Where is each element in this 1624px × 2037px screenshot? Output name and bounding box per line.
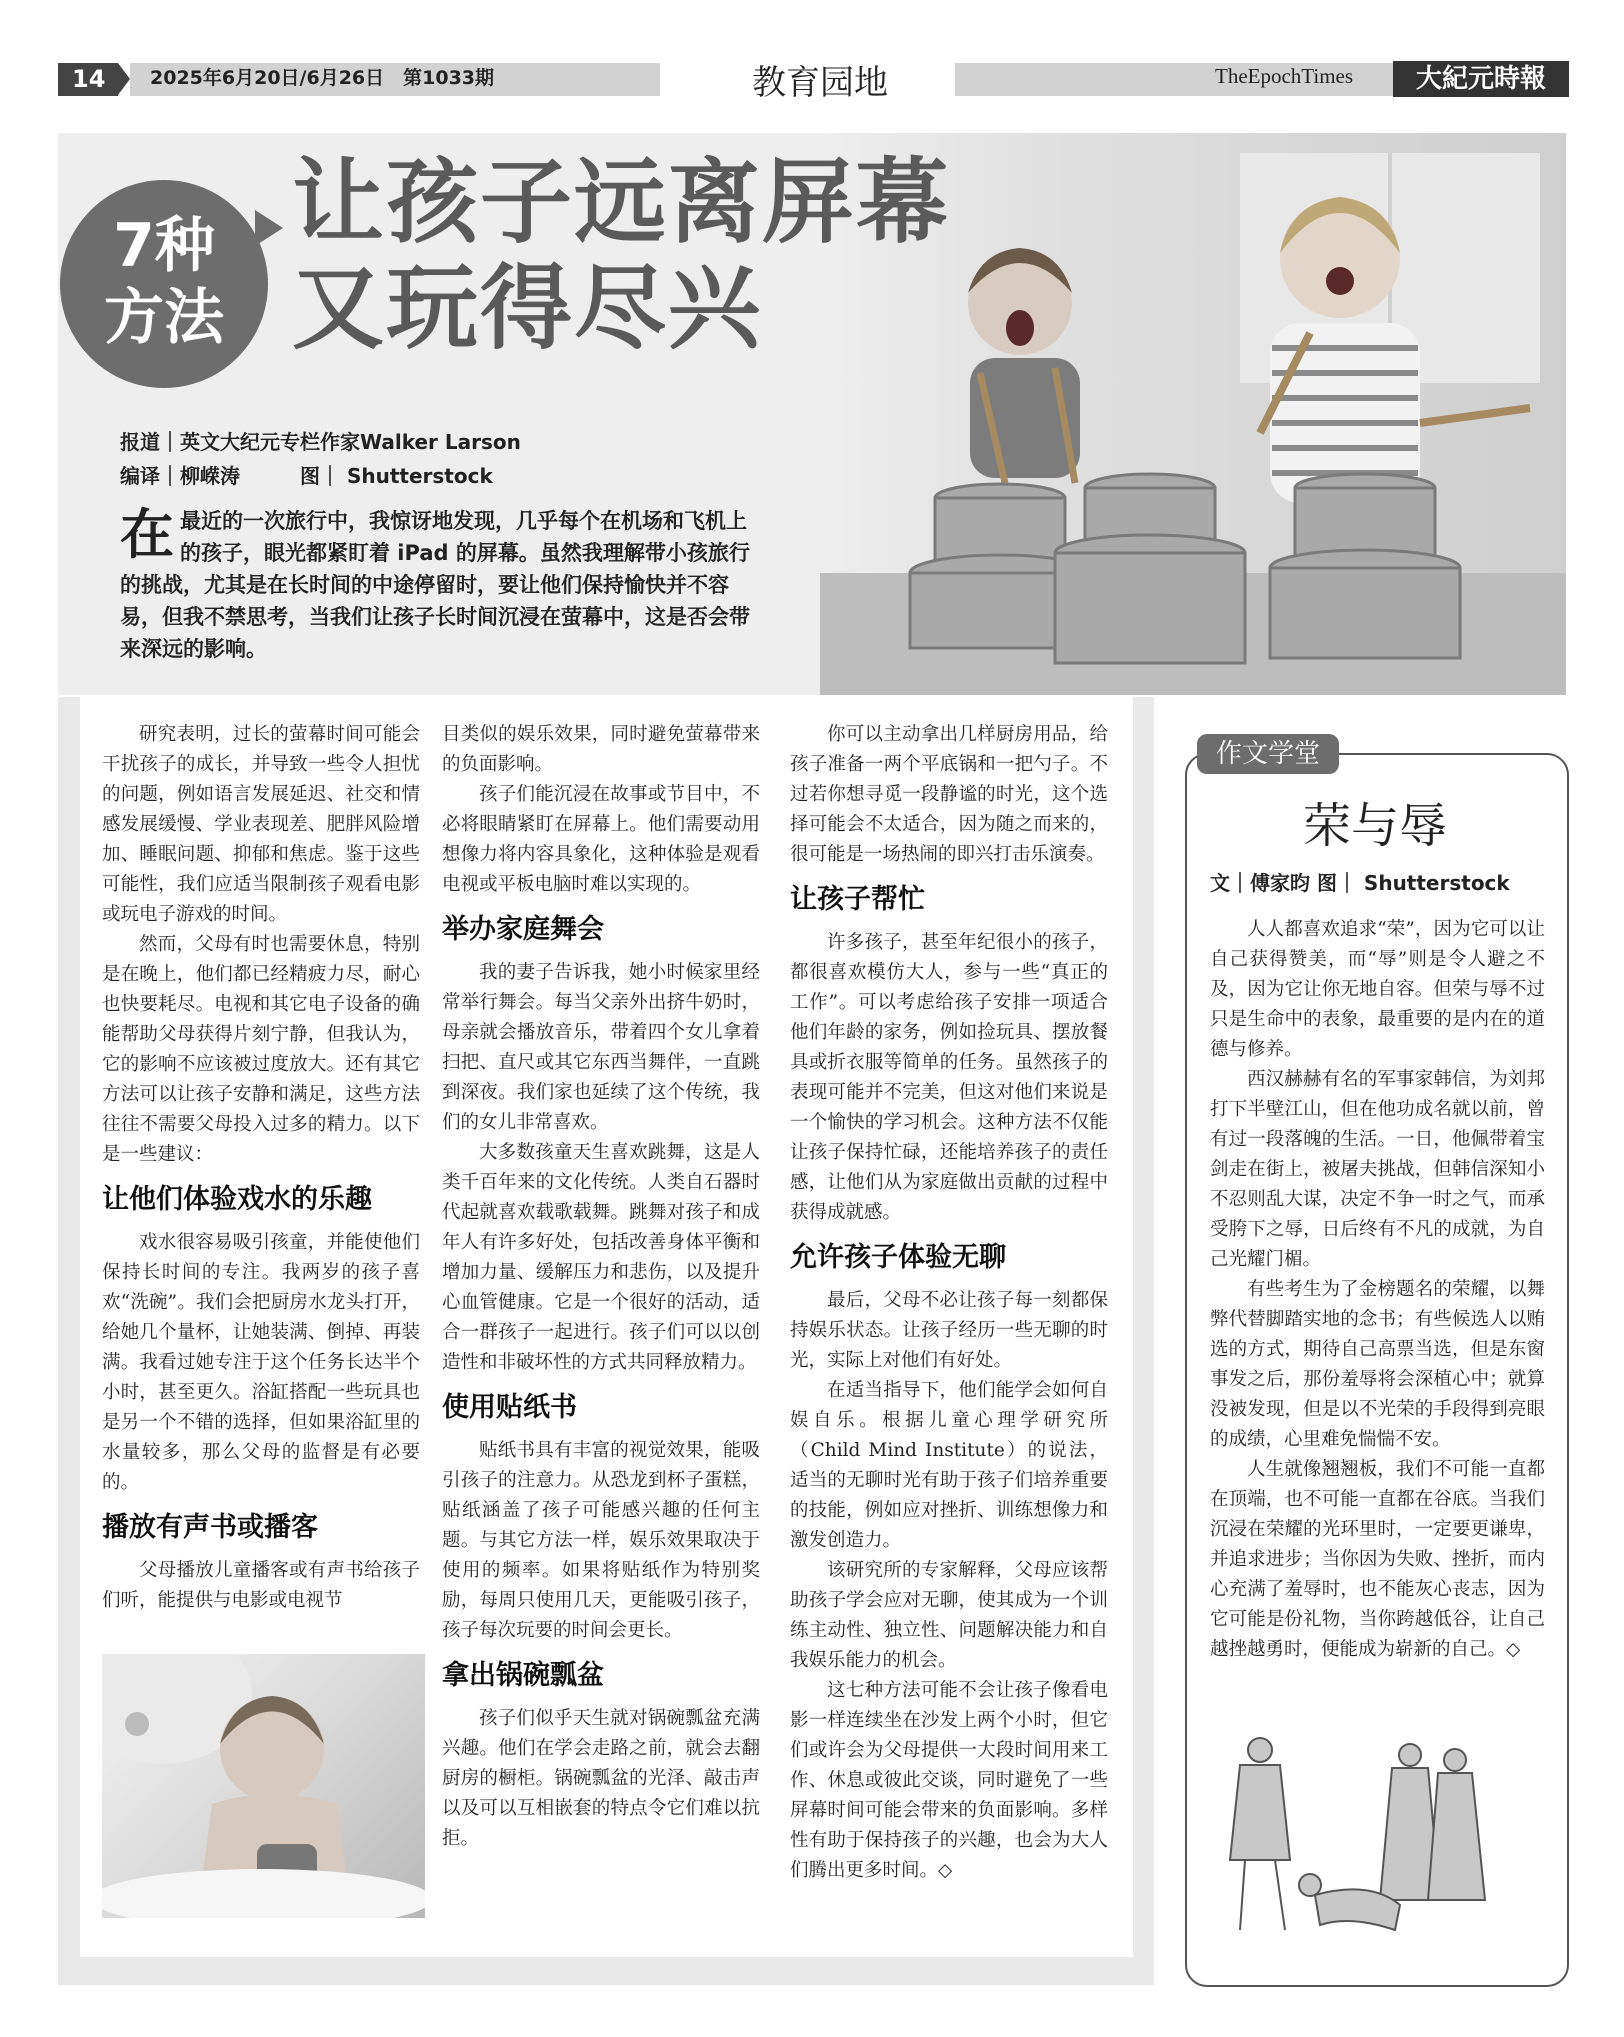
section-title: 教育园地 — [752, 63, 888, 103]
han-xin-figures — [1200, 1730, 1550, 1970]
paragraph: 你可以主动拿出几样厨房用品，给孩子准备一两个平底锅和一把勺子。不过若你想寻觅一段静谧的时光，这个选择可能会不太适合，因为随之而来的，很可能是一场热闹的即兴打击乐演奏。 — [790, 724, 1108, 865]
sidebar-tag: 作文学堂 — [1197, 734, 1339, 774]
drop-cap: 在 — [120, 503, 174, 566]
badge-pointer — [255, 210, 283, 246]
subheading: 允许孩子体验无聊 — [790, 1242, 1006, 1273]
headline-line-2: 又玩得尽兴 — [292, 255, 763, 362]
paragraph: 然而，父母有时也需要休息，特别是在晚上，他们都已经精疲力尽，耐心也快要耗尽。电视和其它电子设备的确能帮助父母获得片刻宁静，但我认为，它的影响不应该被过度放大。还有其它方法可以让孩子安静和满足，这些方法往往不需要父母投入过多的精力。以下是一些建议： — [102, 934, 420, 1165]
paragraph: 我的妻子告诉我，她小时候家里经常举行舞会。每当父亲外出挤牛奶时，母亲就会播放音乐，带着四个女儿拿着扫把、直尺或其它东西当舞伴，一直跳到深夜。我们家也延续了这个传统，我们的女儿非常喜欢。 — [442, 962, 760, 1133]
paragraph: 许多孩子，甚至年纪很小的孩子，都很喜欢模仿大人，参与一些“真正的工作”。可以考虑给孩子安排一项适合他们年龄的家务，例如捡玩具、摆放餐具或折衣服等简单的任务。虽然孩子的表现可能并不完美，但这对他们来说是一个愉快的学习机会。这种方法不仅能让孩子保持忙碌，还能培养孩子的责任感，让他们从为家庭做出贡献的过程中获得成就感。 — [790, 932, 1108, 1223]
paragraph: 在适当指导下，他们能学会如何自娱自乐。根据儿童心理学研究所（Child Mind Institute）的说法，适当的无聊时光有助于孩子们培养重要的技能，例如应对挫折、训练想像力和激发创造力。 — [790, 1380, 1108, 1551]
paragraph: 人生就像翘翘板，我们不可能一直都在顶端，也不可能一直都在谷底。当我们沉浸在荣耀的光环里时，一定要更谦卑，并追求进步；当你因为失败、挫折，而内心充满了羞辱时，也不能灰心丧志，因为它可能是份礼物，当你跨越低谷，让自己越挫越勇时，便能成为崭新的自己。◇ — [1210, 1459, 1545, 1660]
sidebar-text — [1210, 915, 1545, 1665]
paragraph: 西汉赫赫有名的军事家韩信，为刘邦打下半壁江山，但在他功成名就以前，曾有过一段落魄的生活。一日，他佩带着宝剑走在街上，被屠夫挑战，但韩信深知小不忍则乱大谋，决定不争一时之气，而承受胯下之辱，日后终有不凡的成就，为自己光耀门楣。 — [1210, 1069, 1545, 1270]
paragraph: 孩子们能沉浸在故事或节目中，不必将眼睛紧盯在屏幕上。他们需要动用想像力将内容具象化，这种体验是观看电视或平板电脑时难以实现的。 — [442, 784, 760, 895]
issue-date: 2025年6月20日/6月26日 第1033期 — [150, 67, 495, 89]
paragraph: 孩子们似乎天生就对锅碗瓢盆充满兴趣。他们在学会走路之前，就会去翻厨房的橱柜。锅碗瓢盆的光泽、敲击声以及可以互相嵌套的特点令它们难以抗拒。 — [442, 1708, 760, 1849]
paragraph: 戏水很容易吸引孩童，并能使他们保持长时间的专注。我两岁的孩子喜欢“洗碗”。我们会把厨房水龙头打开，给她几个量杯，让她装满、倒掉、再装满。我看过她专注于这个任务长达半个小时，甚至更久。浴缸搭配一些玩具也是另一个不错的选择，但如果浴缸里的水量较多，那么父母的监督是有必要的。 — [102, 1232, 420, 1493]
paragraph: 有些考生为了金榜题名的荣耀，以舞弊代替脚踏实地的念书；有些候选人以贿选的方式，期待自己高票当选，但是东窗事发之后，那份羞辱将会深植心中；就算没被发现，但是以不光荣的手段得到亮眼的成绩，心里难免惴惴不安。 — [1210, 1279, 1545, 1450]
page-number-arrow — [118, 63, 130, 95]
sidebar-credit: 文｜傅家昀 图｜ Shutterstock — [1210, 871, 1510, 895]
seven-methods-badge — [60, 180, 268, 388]
headline — [292, 150, 950, 362]
paragraph: 研究表明，过长的萤幕时间可能会干扰孩子的成长，并导致一些令人担忧的问题，例如语言发展延迟、社交和情感发展缓慢、学业表现差、肥胖风险增加、睡眠问题、抑郁和焦虑。鉴于这些可能性，我们应适当限制孩子观看电影或玩电子游戏的时间。 — [102, 724, 420, 925]
translator-credit: 编译｜柳嵘涛 图｜ Shutterstock — [120, 464, 493, 488]
article-credits — [120, 425, 521, 493]
lede-paragraph — [120, 505, 760, 665]
masthead-chinese: 大紀元時報 — [1393, 61, 1569, 97]
paragraph: 该研究所的专家解释，父母应该帮助孩子学会应对无聊，使其成为一个训练主动性、独立性、问题解决能力和自我娱乐能力的机会。 — [790, 1560, 1108, 1671]
column-1 — [102, 720, 420, 1616]
paragraph: 最后，父母不必让孩子每一刻都保持娱乐状态。让孩子经历一些无聊的时光，实际上对他们有好处。 — [790, 1290, 1108, 1371]
subheading: 让孩子帮忙 — [790, 884, 925, 915]
badge-line-1: 7种 — [113, 211, 215, 281]
subheading: 举办家庭舞会 — [442, 914, 604, 945]
badge-line-2: 方法 — [104, 283, 224, 353]
masthead-english: TheEpochTimes — [1215, 64, 1354, 88]
paragraph: 父母播放儿童播客或有声书给孩子们听，能提供与电影或电视节 — [102, 1560, 420, 1611]
headline-line-1: 让孩子远离屏幕 — [292, 149, 951, 256]
subheading: 播放有声书或播客 — [102, 1512, 318, 1543]
paragraph: 贴纸书具有丰富的视觉效果，能吸引孩子的注意力。从恐龙到杯子蛋糕，贴纸涵盖了孩子可能感兴趣的任何主题。与其它方法一样，娱乐效果取决于使用的频率。如果将贴纸作为特别奖励，每周只使用几天，更能吸引孩子，孩子每次玩要的时间会更长。 — [442, 1440, 760, 1641]
child-bath-illustration — [102, 1654, 425, 1918]
column-2 — [442, 720, 760, 1854]
author-credit: 报道｜英文大纪元专栏作家Walker Larson — [120, 430, 521, 454]
paragraph: 人人都喜欢追求“荣”，因为它可以让自己获得赞美，而“辱”则是令人避之不及，因为它让你无地自容。但荣与辱不过只是生命中的表象，最重要的是内在的道德与修养。 — [1210, 919, 1545, 1060]
paragraph: 大多数孩童天生喜欢跳舞，这是人类千百年来的文化传统。人类自石器时代起就喜欢载歌载舞。跳舞对孩子和成年人有许多好处，包括改善身体平衡和增加力量、缓解压力和悲伤，以及提升心血管健康。它是一个很好的活动，适合一群孩子一起进行。孩子们可以以创造性和非破坏性的方式共同释放精力。 — [442, 1142, 760, 1373]
han-xin-illustration — [1200, 1730, 1550, 1970]
subheading: 让他们体验戏水的乐趣 — [102, 1184, 372, 1215]
sidebar-title: 荣与辱 — [1302, 798, 1447, 854]
lede-text: 最近的一次旅行中，我惊讶地发现，几乎每个在机场和飞机上的孩子，眼光都紧盯着 iPad 的屏幕。虽然我理解带小孩旅行的挑战，尤其是在长时间的中途停留时，要让他们保持愉快并不容易，但我不禁思考，当我们让孩子长时间沉浸在萤幕中，这是否会带来深远的影响。 — [120, 509, 750, 661]
column-3 — [790, 720, 1108, 1886]
subheading: 使用贴纸书 — [442, 1392, 577, 1423]
page-number: 14 — [58, 63, 118, 96]
paragraph: 目类似的娱乐效果，同时避免萤幕带来的负面影响。 — [442, 724, 760, 775]
subheading: 拿出锅碗瓢盆 — [442, 1660, 604, 1691]
paragraph: 这七种方法可能不会让孩子像看电影一样连续坐在沙发上两个小时，但它们或许会为父母提供一大段时间用来工作、休息或彼此交谈，同时避免了一些屏幕时间可能会带来的负面影响。多样性有助于保持孩子的兴趣，也会为大人们腾出更多时间。◇ — [790, 1680, 1108, 1881]
child-bath-photo — [102, 1654, 425, 1918]
